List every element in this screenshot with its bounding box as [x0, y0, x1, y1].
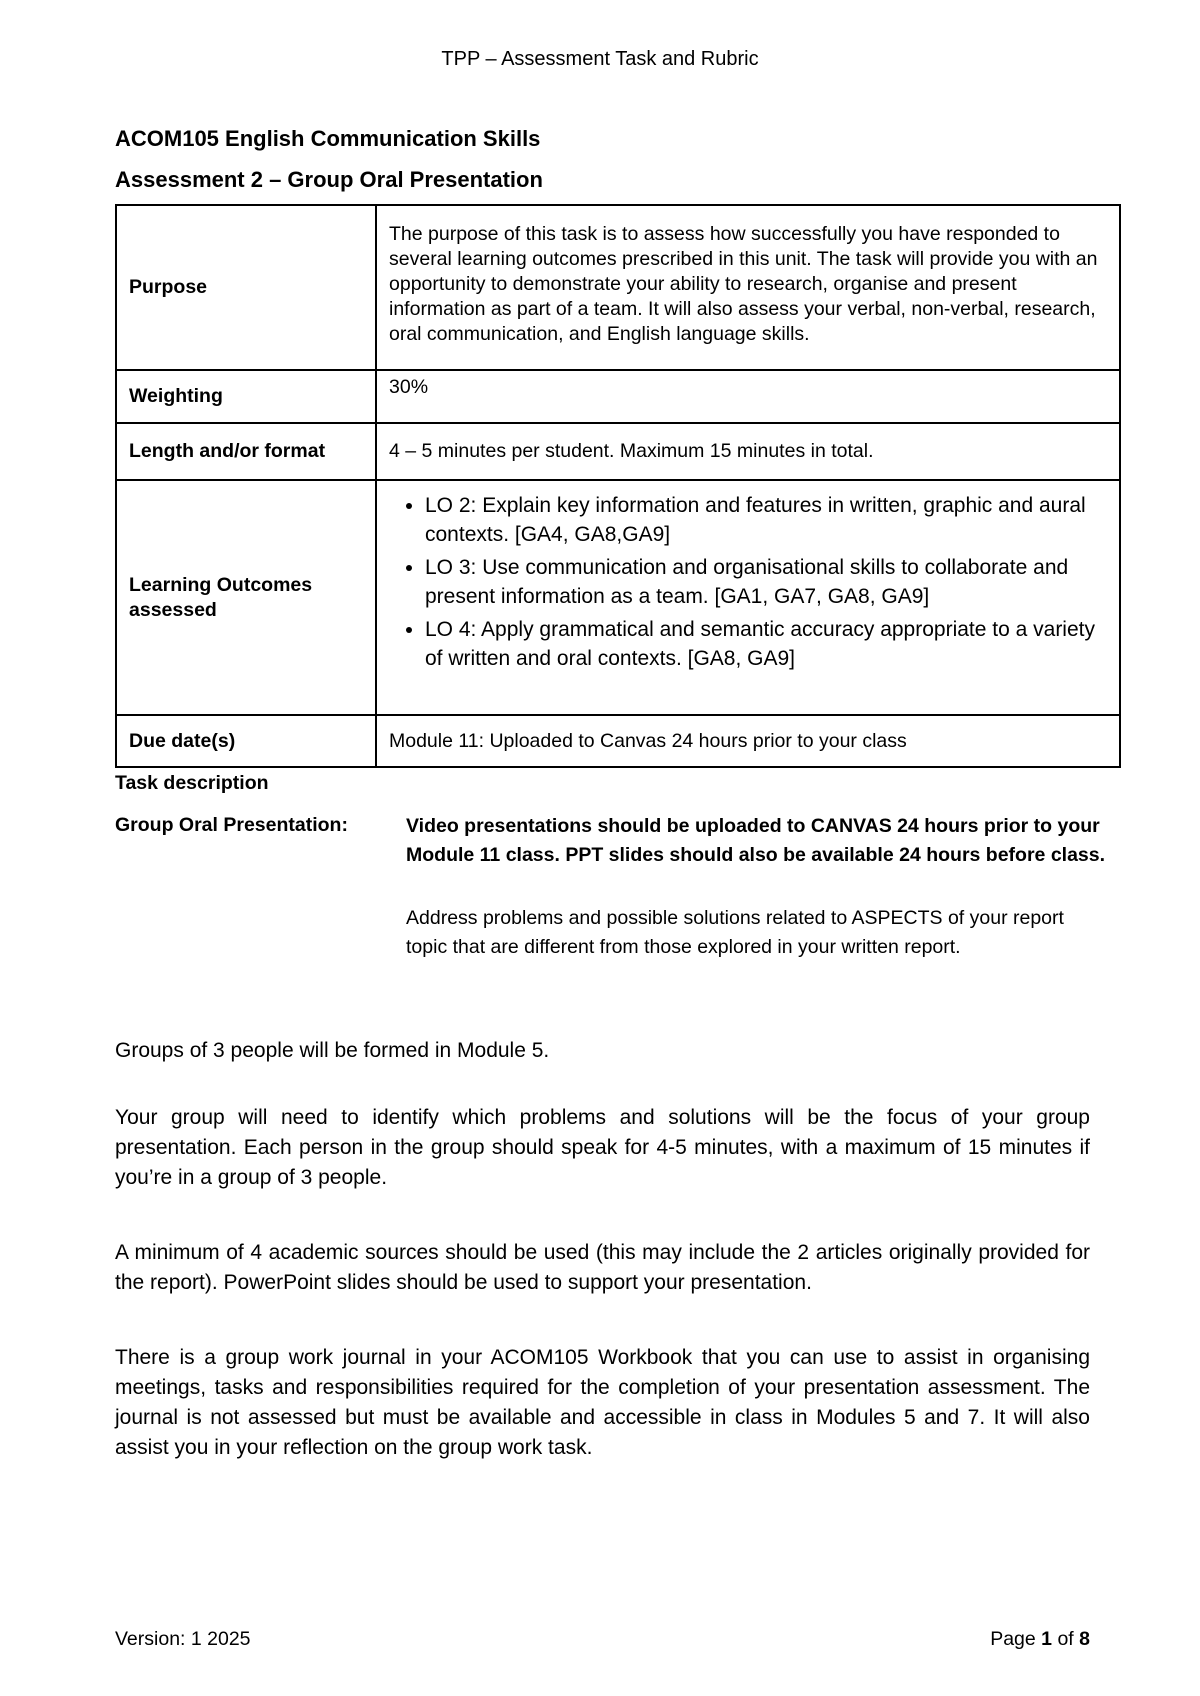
task-description-heading: Task description [115, 772, 269, 794]
learning-outcomes-list [389, 491, 1107, 673]
group-oral-presentation-label: Group Oral Presentation: [115, 814, 348, 836]
table-row-due-date [116, 715, 1120, 767]
sources-paragraph: A minimum of 4 academic sources should be used (this may include the 2 articles originally provided for the report). PowerPoint slides should be used to support your presentation. [115, 1241, 1090, 1294]
page-prefix: Page [990, 1628, 1042, 1650]
table-row-learning-outcomes [116, 480, 1120, 715]
course-title: ACOM105 English Communication Skills [115, 126, 541, 151]
due-date-label: Due date(s) [116, 715, 376, 767]
page-current: 1 [1041, 1628, 1053, 1650]
upload-instructions: Video presentations should be uploaded to CANVAS 24 hours prior to your Module 11 class. PPT slides should also be available 24 hours before class. [406, 815, 1106, 866]
weighting-value: 30% [376, 370, 1120, 423]
length-label: Length and/or format [116, 423, 376, 480]
table-row-length [116, 423, 1120, 480]
list-item: • LO 2: Explain key information and features in written, graphic and aural contexts. [GA4, GA8,GA9] [425, 491, 1107, 549]
purpose-value: The purpose of this task is to assess how successfully you have responded to several learning outcomes prescribed in this unit. The task will provide you with an opportunity to demonstrate your ability to research, organise and present information as part of a team. It will also assess your verbal, non-verbal, research, oral communication, and English language skills. [376, 205, 1120, 370]
presentation-focus-text: Address problems and possible solutions related to ASPECTS of your report topic that are different from those explored in your written report. [406, 907, 1064, 958]
journal-paragraph: There is a group work journal in your ACOM105 Workbook that you can use to assist in organising meetings, tasks and responsibilities required for the completion of your presentation assessment. The journal is not assessed but must be available and accessible in class in Modules 5 and 7. It will also assist you in your reflection on the group work task. [115, 1346, 1090, 1459]
assessment-title: Assessment 2 – Group Oral Presentation [115, 167, 543, 192]
page-of: of [1052, 1628, 1080, 1650]
table-row-weighting [116, 370, 1120, 423]
groups-paragraph: Groups of 3 people will be formed in Module 5. [115, 1039, 550, 1062]
learning-outcomes-label: Learning Outcomes assessed [116, 480, 376, 715]
weighting-label: Weighting [116, 370, 376, 423]
table-row-purpose [116, 205, 1120, 370]
focus-paragraph: Your group will need to identify which problems and solutions will be the focus of your group presentation. Each person in the group should speak for 4-5 minutes, with a maximum of 15 minutes if you’re in a group of 3 people. [115, 1106, 1090, 1189]
footer-version: Version: 1 2025 [115, 1628, 251, 1650]
page-total: 8 [1079, 1628, 1090, 1650]
assessment-info-table [115, 204, 1121, 768]
learning-outcomes-value [376, 480, 1120, 715]
due-date-value: Module 11: Uploaded to Canvas 24 hours prior to your class [376, 715, 1120, 767]
footer-page-number [990, 1628, 1090, 1651]
list-item: • LO 4: Apply grammatical and semantic accuracy appropriate to a variety of written and oral contexts. [GA8, GA9] [425, 615, 1107, 673]
length-value: 4 – 5 minutes per student. Maximum 15 minutes in total. [376, 423, 1120, 480]
list-item: • LO 3: Use communication and organisational skills to collaborate and present information as a team. [GA1, GA7, GA8, GA9] [425, 553, 1107, 611]
page-header: TPP – Assessment Task and Rubric [441, 48, 759, 70]
purpose-label: Purpose [116, 205, 376, 370]
